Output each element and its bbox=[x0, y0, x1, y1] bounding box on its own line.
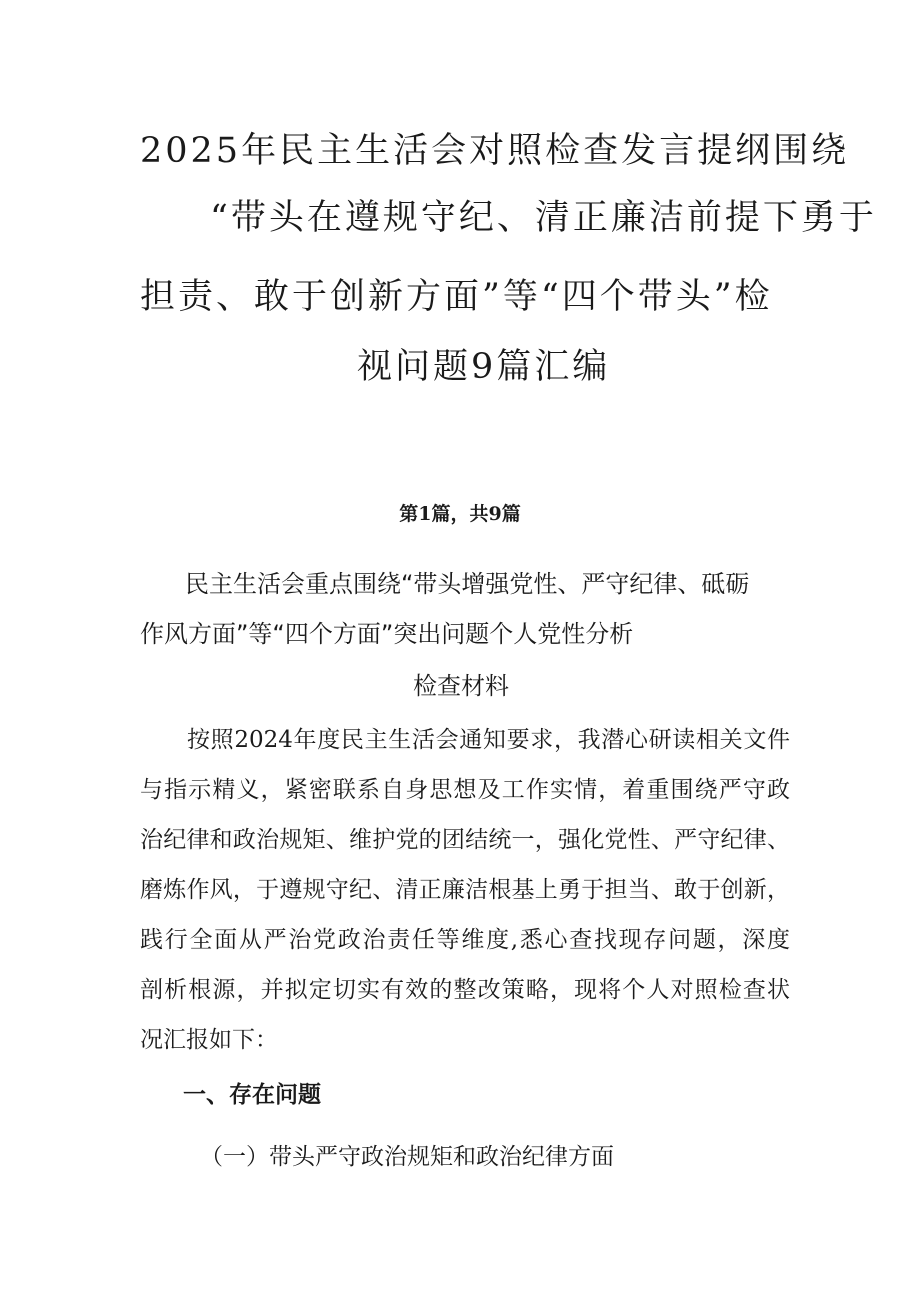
body-line: 磨炼作风，于遵规守纪、清正廉洁根基上勇于担当、敢于创新， bbox=[140, 877, 790, 903]
body-line: 剖析根源，并拟定切实有效的整改策略，现将个人对照检查状 bbox=[140, 977, 790, 1003]
part-label: 第1篇，共9篇 bbox=[399, 503, 521, 525]
doc-title-line-1: 2025年民主生活会对照检查发言提纲围绕 bbox=[140, 131, 850, 171]
body-line: 况汇报如下： bbox=[140, 1027, 278, 1053]
doc-title-line-2: “带头在遵规守纪、清正廉洁前提下勇于 bbox=[210, 198, 877, 238]
body-line: 治纪律和政治规矩、维护党的团结统一，强化党性、严守纪律、 bbox=[140, 827, 790, 853]
doc-title-line-4: 视问题9篇汇编 bbox=[357, 347, 611, 387]
section-heading: 一、存在问题 bbox=[183, 1081, 321, 1108]
doc-title-line-3: 担责、敢于创新方面”等“四个带头”检 bbox=[140, 277, 773, 317]
subtitle-line-2: 作风方面”等“四个方面”突出问题个人党性分析 bbox=[140, 620, 634, 648]
body-line: 与指示精义，紧密联系自身思想及工作实情，着重围绕严守政 bbox=[140, 777, 790, 803]
body-line: 践行全面从严治党政治责任等维度,悉心查找现存问题，深度 bbox=[140, 927, 790, 953]
subsection-heading: （一）带头严守政治规矩和政治纪律方面 bbox=[200, 1144, 614, 1170]
body-line: 按照2024年度民主生活会通知要求，我潜心研读相关文件 bbox=[187, 727, 790, 753]
subtitle-line-3: 检查材料 bbox=[413, 672, 509, 700]
subtitle-line-1: 民主生活会重点围绕“带头增强党性、严守纪律、砥砺 bbox=[185, 570, 750, 598]
